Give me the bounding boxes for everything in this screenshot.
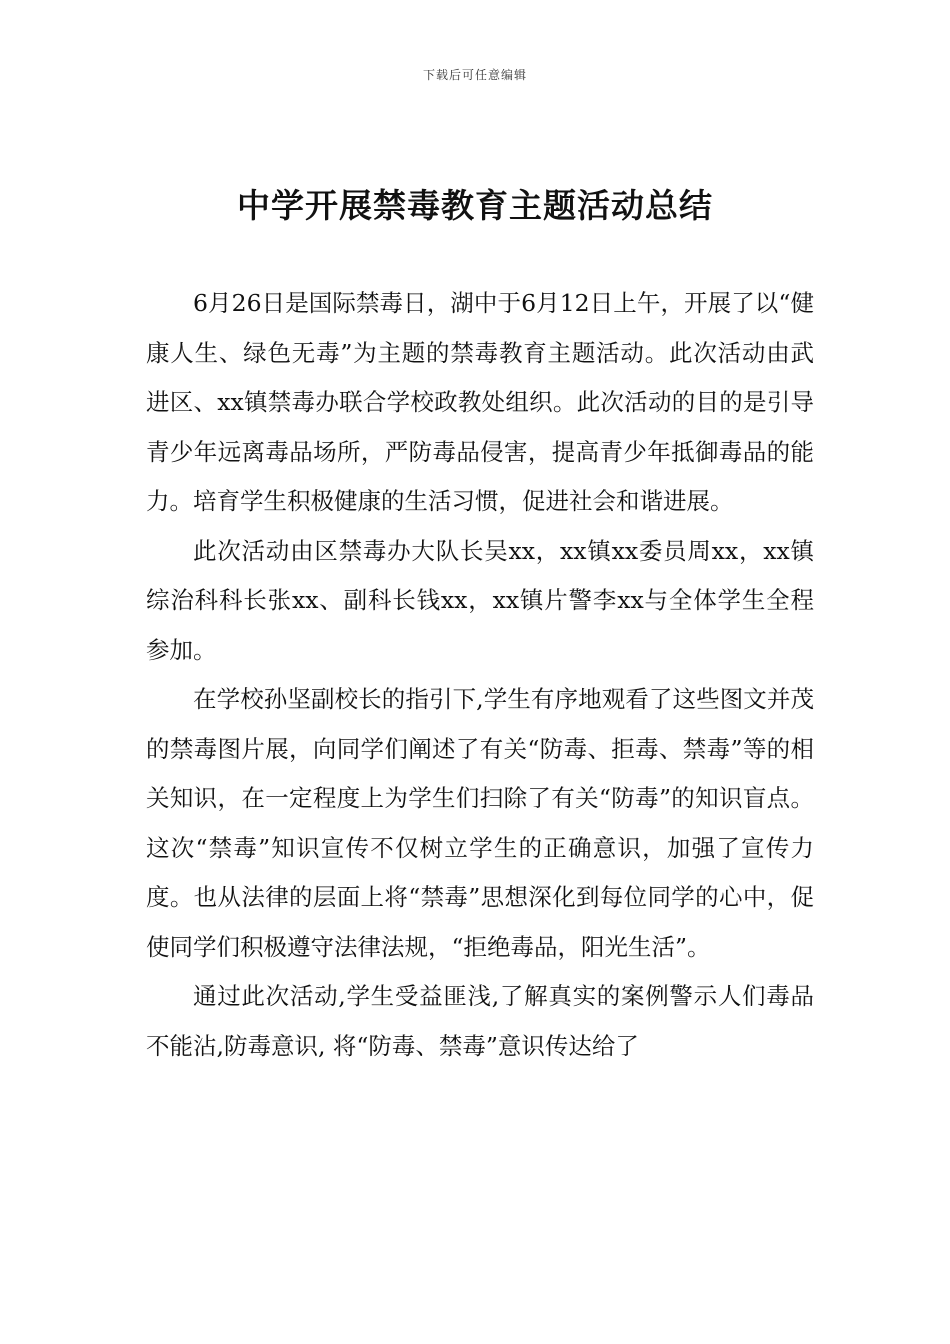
document-body: [146, 279, 814, 1071]
paragraph-3: 在学校孙坚副校长的指引下,学生有序地观看了这些图文并茂的禁毒图片展，向同学们阐述了有关“防毒、拒毒、禁毒”等的相关知识，在一定程度上为学生们扫除了有关“防毒”的知识盲点。这次“禁毒”知识宣传不仅树立学生的正确意识，加强了宣传力度。也从法律的层面上将“禁毒”思想深化到每位同学的心中，促使同学们积极遵守法律法规，“拒绝毒品，阳光生活”。: [146, 685, 814, 961]
paragraph-2: 此次活动由区禁毒办大队长吴xx，xx镇xx委员周xx，xx镇综治科科长张xx、副科长钱xx，xx镇片警李xx与全体学生全程参加。: [146, 536, 814, 664]
paragraph-1: 6月26日是国际禁毒日，湖中于6月12日上午，开展了以“健康人生、绿色无毒”为主题的禁毒教育主题活动。此次活动由武进区、xx镇禁毒办联合学校政教处组织。此次活动的目的是引导青少年远离毒品场所，严防毒品侵害，提高青少年抵御毒品的能力。培育学生积极健康的生活习惯，促进社会和谐进展。: [146, 289, 814, 515]
document-title: 中学开展禁毒教育主题活动总结: [237, 186, 713, 225]
header-note: 下载后可任意编辑: [422, 68, 527, 82]
paragraph-4: 通过此次活动,学生受益匪浅,了解真实的案例警示人们毒品不能沾,防毒意识, 将“防毒、禁毒”意识传达给了: [146, 982, 814, 1060]
